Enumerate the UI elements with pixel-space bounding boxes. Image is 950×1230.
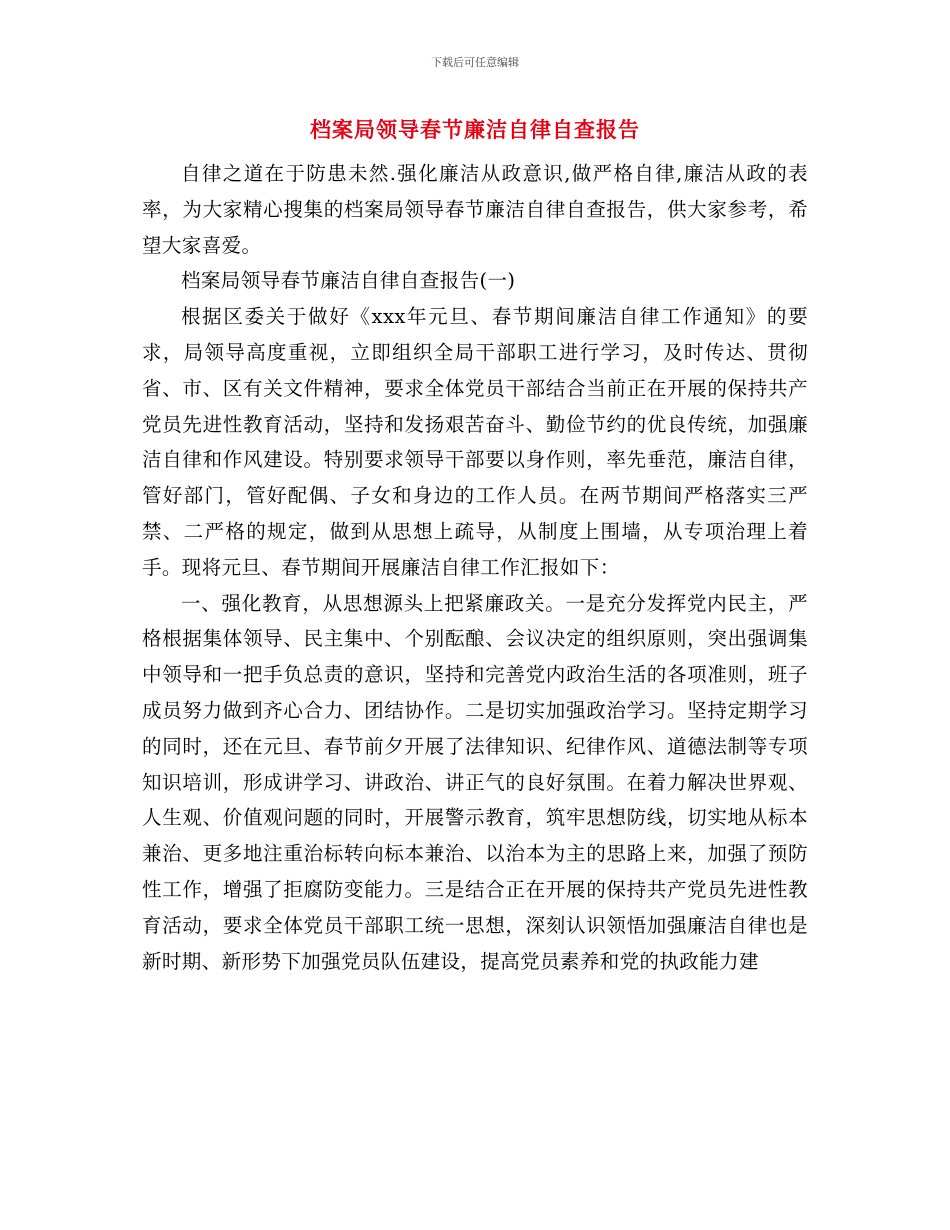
header-note: 下载后可任意编辑 — [431, 56, 519, 69]
document-title: 档案局领导春节廉洁自律自查报告 — [310, 118, 640, 142]
paragraph-main: 根据区委关于做好《xxx年元旦、春节期间廉洁自律工作通知》的要求，局领导高度重视，立即组织全局干部职工进行学习，及时传达、贯彻省、市、区有关文件精神，要求全体党员干部结合当前正在开展的保持共产党员先进性教育活动，坚持和发扬艰苦奋斗、勤俭节约的优良传统，加强廉洁自律和作风建设。特别要求领导干部要以身作则，率先垂范，廉洁自律，管好部门，管好配偶、子女和身边的工作人员。在两节期间严格落实三严禁、二严格的规定，做到从思想上疏导，从制度上围墙，从专项治理上着手。现将元旦、春节期间开展廉洁自律工作汇报如下： — [142, 305, 808, 579]
paragraph-section-one: 一、强化教育，从思想源头上把紧廉政关。一是充分发挥党内民主，严格根据集体领导、民主集中、个别酝酿、会议决定的组织原则，突出强调集中领导和一把手负总责的意识，坚持和完善党内政治生活的各项准则，班子成员努力做到齐心合力、团结协作。二是切实加强政治学习。坚持定期学习的同时，还在元旦、春节前夕开展了法律知识、纪律作风、道德法制等专项知识培训，形成讲学习、讲政治、讲正气的良好氛围。在着力解决世界观、人生观、价值观问题的同时，开展警示教育，筑牢思想防线，切实地从标本兼治、更多地注重治标转向标本兼治、以治本为主的思路上来，加强了预防性工作，增强了拒腐防变能力。三是结合正在开展的保持共产党员先进性教育活动，要求全体党员干部职工统一思想，深刻认识领悟加强廉洁自律也是新时期、新形势下加强党员队伍建设，提高党员素养和党的执政能力建 — [142, 591, 808, 973]
paragraph-intro: 自律之道在于防患未然.强化廉洁从政意识,做严格自律,廉洁从政的表率，为大家精心搜集的档案局领导春节廉洁自律自查报告，供大家参考，希望大家喜爱。 — [142, 162, 808, 257]
document-body — [142, 156, 808, 979]
paragraph-subtitle: 档案局领导春节廉洁自律自查报告(一) — [181, 269, 516, 293]
